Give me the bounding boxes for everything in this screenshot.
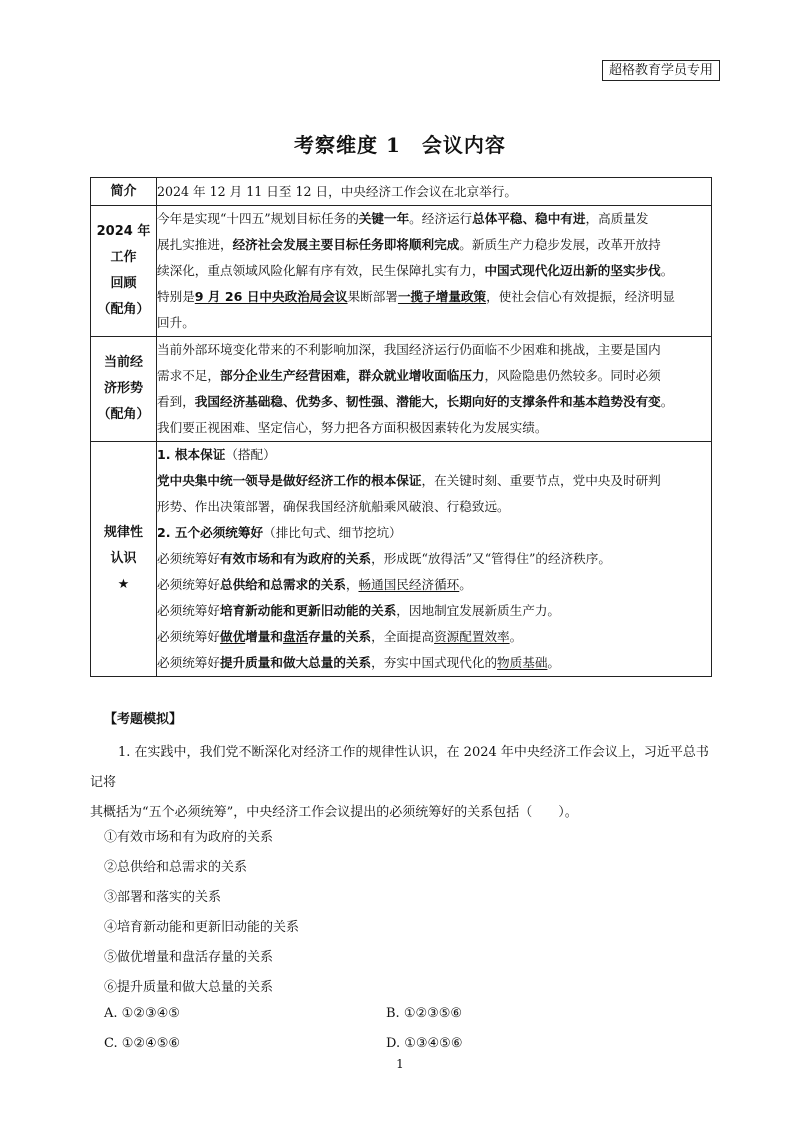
text-run: 。 [660,263,674,278]
intro-label: 简介 [91,178,157,206]
review-label [91,206,157,337]
text-run: 。 [660,394,674,409]
situation-label [91,337,157,442]
page-number: 1 [396,1057,404,1071]
rules-line: 形势、作出决策部署，确保我国经济航船乘风破浪、行稳致远。 [157,499,510,514]
text-run: 1. 根本保证 [157,447,226,462]
text-run: 。 [459,577,472,592]
text-run: 必须统筹好 [157,603,220,618]
situation-content [157,337,712,442]
review-label-line: 回顾 [110,276,137,291]
key-phrase: 总供给和总需求的关系 [219,577,346,592]
page-title: 考察维度 1 会议内容 [294,133,506,157]
text-run: 必须统筹好 [157,655,220,670]
text-run: 展扎实推进， [157,237,233,252]
star-icon: ★ [117,577,130,592]
underlined-phrase: 盘活 [282,629,309,644]
key-phrase-underlined: 9 月 26 日中央政治局会议 [194,289,348,304]
text-run: ， [345,577,359,592]
text-run: 。经济运行 [409,211,473,226]
text-run: 必须统筹好 [157,551,220,566]
statement-option: ②总供给和总需求的关系 [104,860,248,875]
key-phrase: 经济社会发展主要目标任务即将顺利完成 [232,237,460,252]
text-run: ，风险隐患仍然较多。同时必须 [484,368,661,383]
text-run: 。 [509,629,523,644]
text-run: 需求不足， [157,368,220,383]
rules-item [157,598,711,624]
subheading-fundamental-guarantee [157,442,711,468]
situation-line [157,363,711,389]
key-phrase: 部分企业生产经营困难，群众就业增收面临压力 [219,368,485,383]
text-run: 。 [547,655,560,670]
review-line [157,284,711,310]
underlined-phrase: 物质基础 [497,655,548,670]
text-run: ，高质量发 [585,211,649,226]
review-line: 回升。 [157,315,195,330]
review-label-line: 2024 年 [96,224,151,239]
key-phrase-underlined: 一揽子增量政策 [397,289,487,304]
text-run: 续深化，重点领域风险化解有序有效，民生保障扎实有力， [157,263,485,278]
rules-item [157,650,711,676]
key-phrase: 总体平稳、稳中有进 [472,211,586,226]
rules-item [157,624,711,650]
text-run: 。新质生产力稳步发展，改革开放持 [459,237,661,252]
text-run: ，夯实中国式现代化的 [371,655,498,670]
statement-option: ④培育新动能和更新旧动能的关系 [104,920,300,935]
key-phrase: 党中央集中统一领导是做好经济工作的根本保证 [157,473,422,488]
situation-label-line: 当前经 [103,355,143,370]
exam-heading: 【考题模拟】 [104,712,183,727]
subheading-five-musts [157,520,711,546]
question-1 [90,738,715,828]
key-phrase: 有效市场和有为政府的关系 [219,551,372,566]
text-run: ，在关键时刻、重要节点，党中央及时研判 [421,473,661,488]
question-stem-line: 1. 在实践中，我们党不断深化对经济工作的规律性认识，在 2024 年中央经济工作会议上，习近平总书记将 [90,745,709,790]
review-label-line: 工作 [110,250,137,265]
text-run: 今年是实现“十四五”规划目标任务的 [157,211,359,226]
text-run: 必须统筹好 [157,629,220,644]
statement-option: ⑤做优增量和盘活存量的关系 [104,950,274,965]
review-label-line: （配角） [97,302,150,317]
rules-label-line: 规律性 [103,525,143,540]
rules-item [157,572,711,598]
situation-label-line: 济形势 [103,381,143,396]
rules-line [157,468,711,494]
choice-a[interactable]: A. ①②③④⑤ [104,1006,180,1021]
rules-content [157,442,712,677]
text-run: ，因地制宜发展新质生产力。 [396,603,560,618]
text-run: 果断部署 [347,289,398,304]
key-phrase: 提升质量和做大总量的关系 [219,655,372,670]
key-phrase: 中国式现代化迈出新的坚实步伐 [484,263,661,278]
review-line [157,232,711,258]
key-phrase: 增量和 [245,629,283,644]
usage-tag: 超格教育学员专用 [602,60,720,81]
rules-label-line: 认识 [110,551,137,566]
situation-line: 当前外部环境变化带来的不利影响加深，我国经济运行仍面临不少困难和挑战，主要是国内 [157,342,661,357]
statement-option: ③部署和落实的关系 [104,890,222,905]
underlined-phrase: 做优 [219,629,246,644]
key-phrase: 培育新动能和更新旧动能的关系 [219,603,397,618]
intro-text: 2024 年 12 月 11 日至 12 日，中央经济工作会议在北京举行。 [157,183,518,199]
text-run: 2. 五个必须统筹好 [157,525,264,540]
key-phrase: 关键一年 [358,211,410,226]
rules-label [91,442,157,677]
meeting-content-table [90,177,712,677]
text-run: 必须统筹好 [157,577,220,592]
rules-row [91,442,712,677]
intro-row [91,178,712,206]
text-run: ，全面提高 [371,629,435,644]
statement-option: ⑥提升质量和做大总量的关系 [104,980,274,995]
intro-content [157,178,712,206]
situation-row [91,337,712,442]
text-run: （排比句式、细节挖坑） [263,525,402,540]
review-content [157,206,712,337]
review-line [157,258,711,284]
situation-label-line: （配角） [97,407,150,422]
text-run: 看到， [157,394,195,409]
text-run: ，形成既“放得活”又“管得住”的经济秩序。 [371,551,611,566]
key-phrase: 存量的关系 [308,629,372,644]
situation-line [157,389,711,415]
choice-d[interactable]: D. ①③④⑤⑥ [386,1036,463,1051]
text-run: ，使社会信心有效提振，经济明显 [486,289,676,304]
review-row [91,206,712,337]
text-run: 特别是 [157,289,195,304]
review-line [157,206,711,232]
text-run: （搭配） [225,447,276,462]
underlined-phrase: 畅通国民经济循环 [358,577,460,592]
situation-line: 我们要正视困难、坚定信心，努力把各方面积极因素转化为发展实绩。 [157,420,548,435]
key-phrase: 我国经济基础稳、优势多、韧性强、潜能大，长期向好的支撑条件和基本趋势没有变 [194,394,661,409]
question-stem-line: 其概括为“五个必须统筹”，中央经济工作会议提出的必须统筹好的关系包括（ ）。 [90,805,578,820]
statement-option: ①有效市场和有为政府的关系 [104,830,274,845]
choice-c[interactable]: C. ①②④⑤⑥ [104,1036,181,1051]
rules-item [157,546,711,572]
choice-b[interactable]: B. ①②③⑤⑥ [386,1006,463,1021]
underlined-phrase: 资源配置效率 [434,629,510,644]
